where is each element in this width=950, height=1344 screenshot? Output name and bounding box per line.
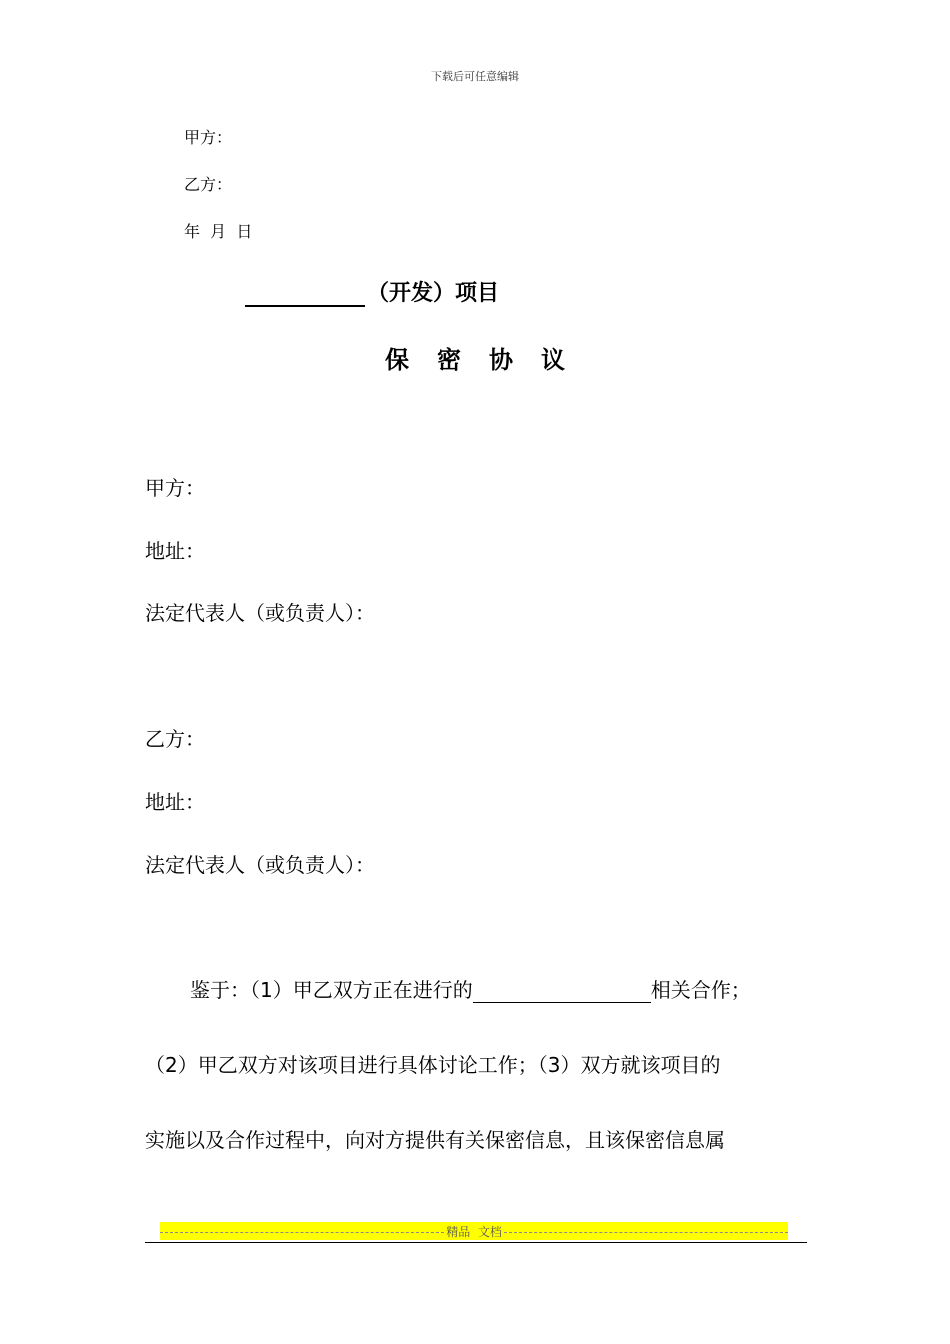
party-a-address: 地址： xyxy=(145,539,205,563)
footer-label: 精品 文档 xyxy=(446,1224,502,1239)
intro-party-b: 乙方： xyxy=(184,175,233,194)
party-a-name: 甲方： xyxy=(145,476,205,500)
document-title: 保密协议 xyxy=(385,346,593,374)
body-line-1-suffix: 相关合作； xyxy=(650,978,751,1002)
footer-dashes-left xyxy=(160,1232,444,1233)
footer-dashes-right xyxy=(504,1232,788,1233)
body-line-1 xyxy=(190,974,751,1003)
party-b-name: 乙方： xyxy=(145,727,205,751)
intro-party-a: 甲方： xyxy=(184,128,233,147)
footer-rule xyxy=(145,1242,807,1243)
body-line-3: 实施以及合作过程中，向对方提供有关保密信息，且该保密信息属 xyxy=(145,1128,725,1152)
project-title xyxy=(245,276,499,307)
intro-date: 年 月 日 xyxy=(184,222,253,241)
party-b-address: 地址： xyxy=(145,790,205,814)
party-a-representative: 法定代表人（或负责人）： xyxy=(145,601,375,625)
header-note: 下载后可任意编辑 xyxy=(431,70,519,83)
project-name-blank xyxy=(245,281,365,307)
footer-highlight-bar xyxy=(160,1222,788,1240)
body-line-2: （2）甲乙双方对该项目进行具体讨论工作；（3）双方就该项目的 xyxy=(145,1053,721,1077)
cooperation-blank xyxy=(473,980,651,1003)
party-b-representative: 法定代表人（或负责人）： xyxy=(145,853,375,877)
project-title-suffix: （开发）项目 xyxy=(367,281,500,306)
body-line-1-prefix: 鉴于：（1）甲乙双方正在进行的 xyxy=(190,978,473,1002)
